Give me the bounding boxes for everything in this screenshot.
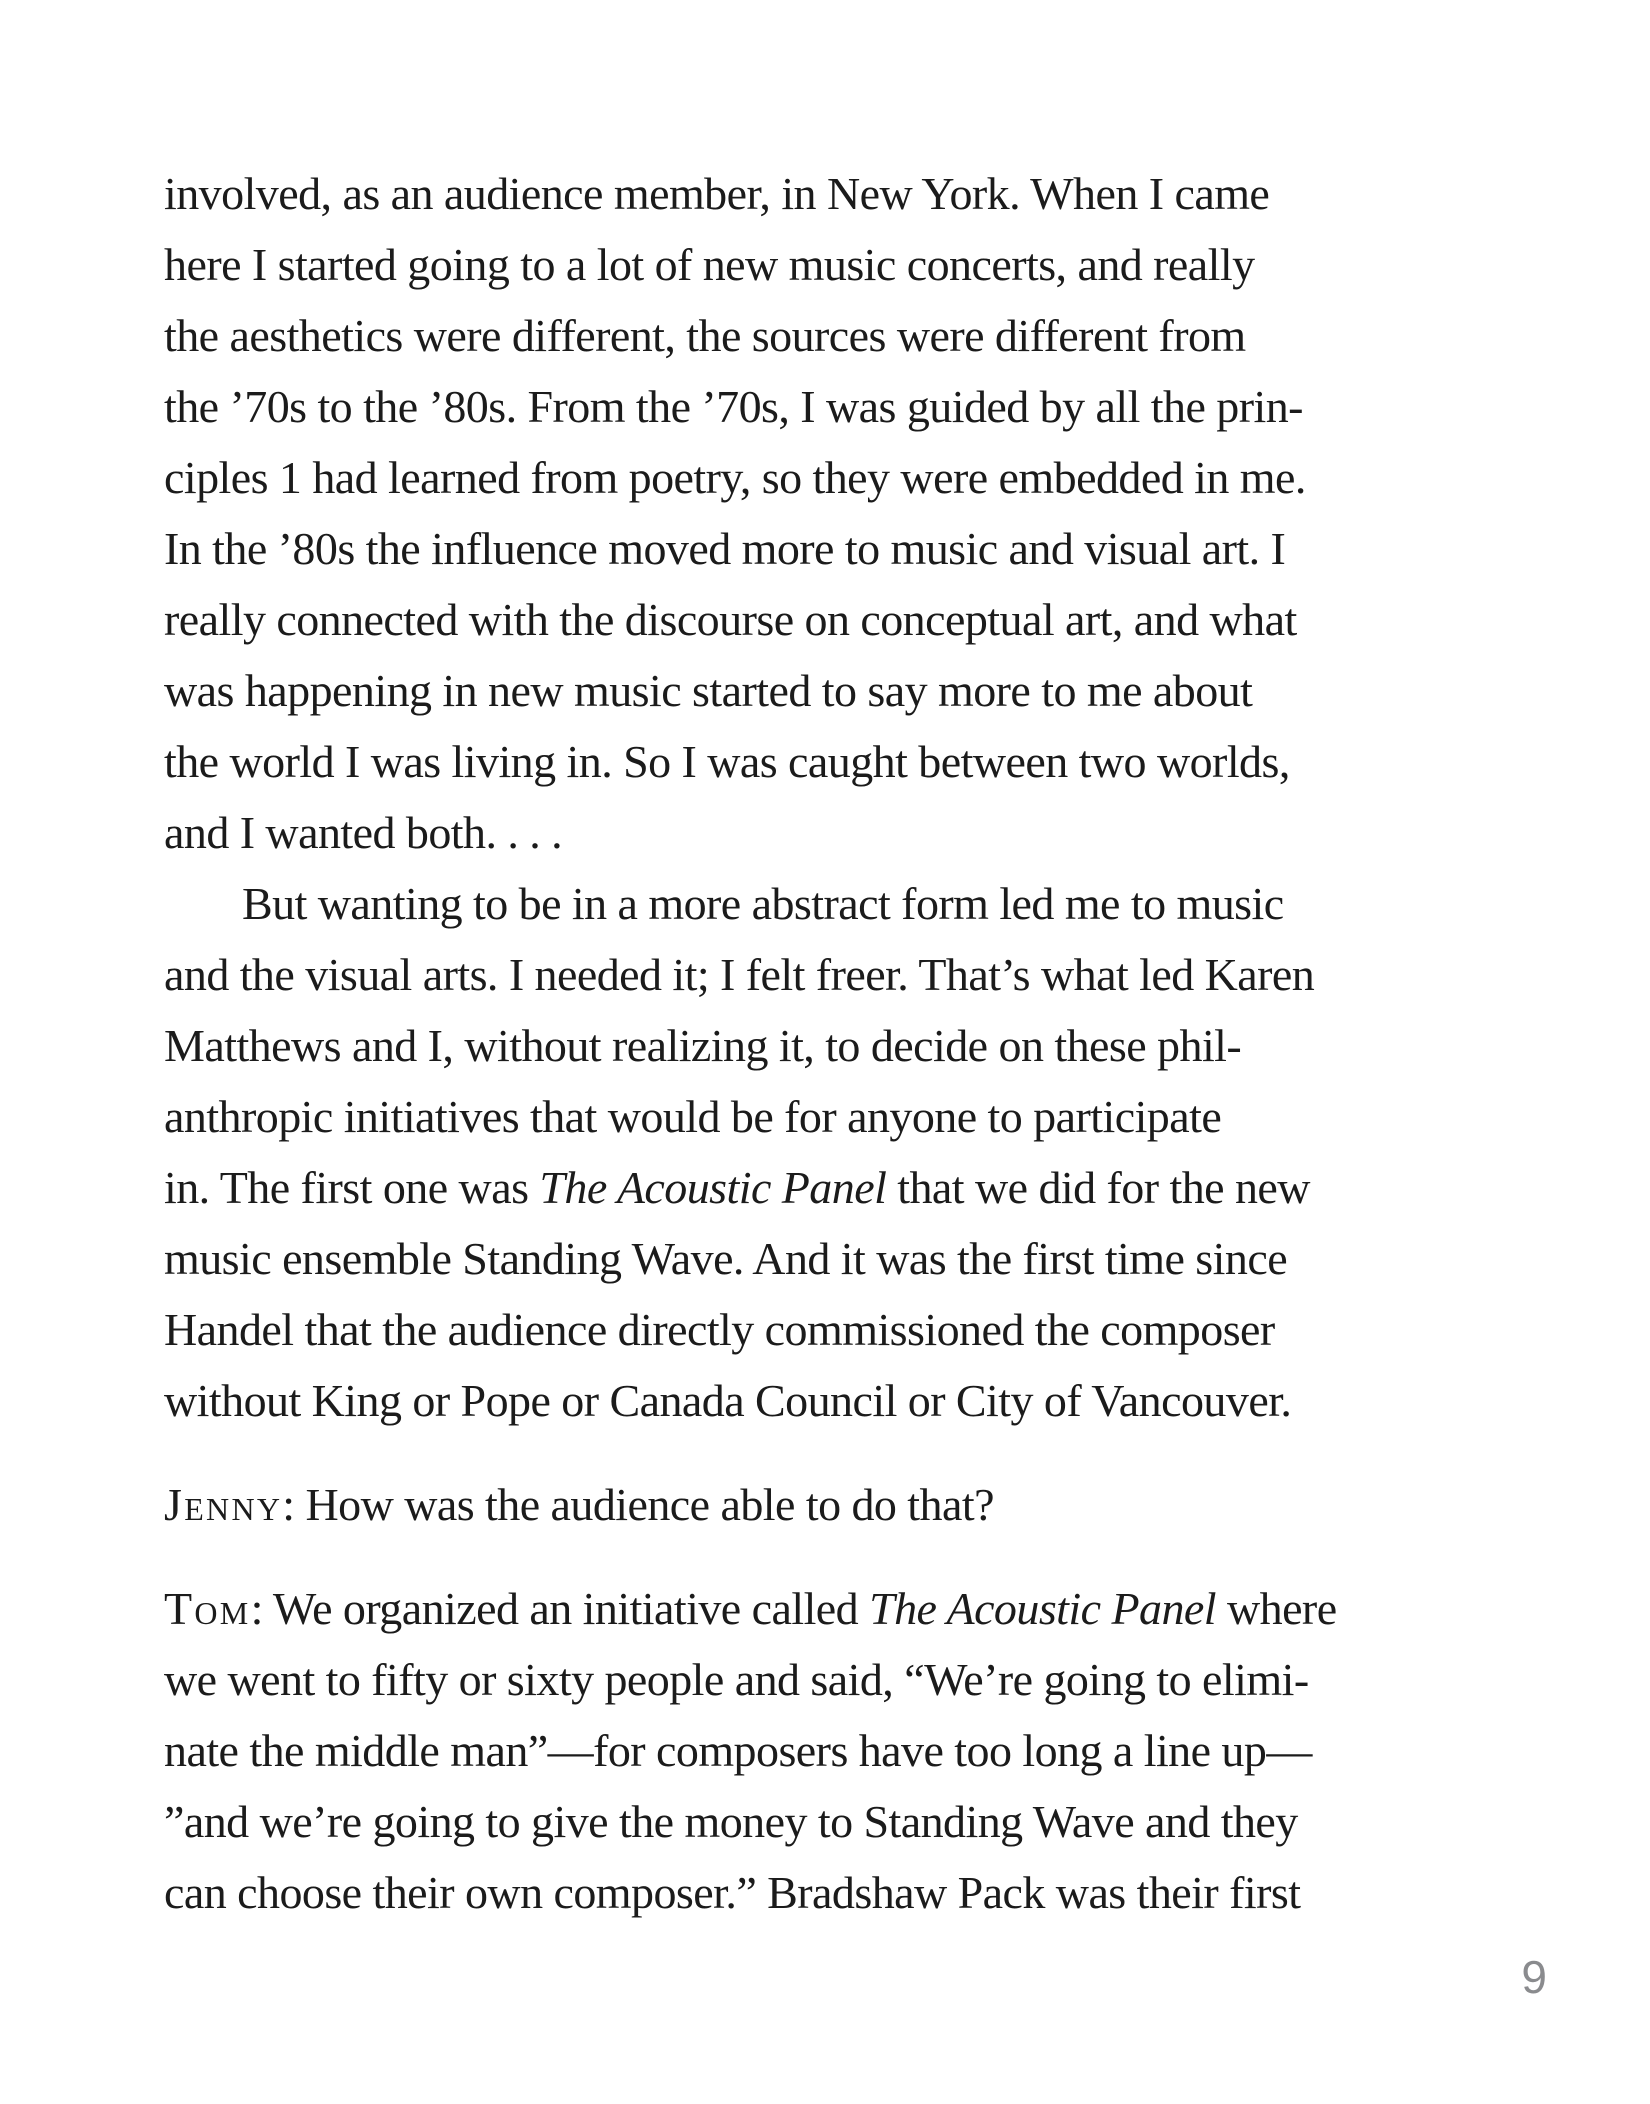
tom-speech-second-paragraph: [164, 868, 1604, 1436]
text-segment: involved, as an audience member, in New York. When I came: [164, 168, 1270, 219]
text-segment: in. The first one was: [164, 1162, 540, 1213]
text-segment: : How was the audience able to do that?: [282, 1479, 994, 1530]
text-line: [164, 300, 1604, 371]
text-line: [164, 1644, 1604, 1715]
text-segment: ciples 1 had learned from poetry, so they were embedded in me.: [164, 452, 1306, 503]
text-segment: : We organized an initiative called: [250, 1583, 870, 1634]
tom-answer: [164, 1573, 1604, 1928]
page-number: 9: [1521, 1951, 1547, 2003]
speaker-name: Jenny: [164, 1479, 283, 1530]
text-line: [164, 1081, 1604, 1152]
text-line: [164, 1573, 1604, 1644]
text-segment: music ensemble Standing Wave. And it was the first time since: [164, 1233, 1288, 1284]
text-line: [164, 939, 1604, 1010]
text-line: [164, 513, 1604, 584]
text-segment: that we did for the new: [886, 1162, 1310, 1213]
jenny-question: [164, 1469, 1604, 1540]
text-line: [164, 1715, 1604, 1786]
text-segment: In the ’80s the influence moved more to music and visual art. I: [164, 523, 1286, 574]
work-title: The Acoustic Panel: [869, 1583, 1216, 1634]
text-segment: nate the middle man”—for composers have too long a line up—: [164, 1725, 1312, 1776]
text-line: [164, 797, 1604, 868]
text-segment: where: [1216, 1583, 1337, 1634]
text-line: [164, 442, 1604, 513]
speaker-name: Tom: [164, 1583, 251, 1634]
text-segment: Handel that the audience directly commissioned the composer: [164, 1304, 1275, 1355]
text-line: [164, 584, 1604, 655]
text-line: [164, 1010, 1604, 1081]
text-line: [164, 1365, 1604, 1436]
text-segment: without King or Pope or Canada Council or City of Vancouver.: [164, 1375, 1292, 1426]
text-line: [164, 1786, 1604, 1857]
text-segment: really connected with the discourse on conceptual art, and what: [164, 594, 1297, 645]
page-text: [164, 158, 1604, 1928]
text-segment: the ’70s to the ’80s. From the ’70s, I was guided by all the prin-: [164, 381, 1303, 432]
text-line: [164, 1223, 1604, 1294]
text-segment: we went to fifty or sixty people and said, “We’re going to elimi-: [164, 1654, 1309, 1705]
text-line: [164, 229, 1604, 300]
text-segment: anthropic initiatives that would be for anyone to participate: [164, 1091, 1222, 1142]
text-segment: and the visual arts. I needed it; I felt freer. That’s what led Karen: [164, 949, 1315, 1000]
text-segment: here I started going to a lot of new music concerts, and really: [164, 239, 1255, 290]
text-line: [164, 1857, 1604, 1928]
text-line: [164, 726, 1604, 797]
text-segment: can choose their own composer.” Bradshaw Pack was their first: [164, 1867, 1301, 1918]
text-line: [164, 655, 1604, 726]
text-line: [164, 158, 1604, 229]
text-line: [164, 868, 1604, 939]
tom-speech-continuation: [164, 158, 1604, 868]
text-segment: But wanting to be in a more abstract form led me to music: [242, 878, 1284, 929]
text-segment: ”and we’re going to give the money to Standing Wave and they: [164, 1796, 1298, 1847]
text-segment: was happening in new music started to say more to me about: [164, 665, 1253, 716]
text-line: [164, 1294, 1604, 1365]
text-segment: the aesthetics were different, the sources were different from: [164, 310, 1246, 361]
text-segment: and I wanted both. . . .: [164, 807, 563, 858]
text-segment: the world I was living in. So I was caught between two worlds,: [164, 736, 1290, 787]
work-title: The Acoustic Panel: [539, 1162, 887, 1213]
text-line: [164, 371, 1604, 442]
text-line: [164, 1152, 1604, 1223]
text-segment: Matthews and I, without realizing it, to decide on these phil-: [164, 1020, 1242, 1071]
text-line: [164, 1469, 1604, 1540]
